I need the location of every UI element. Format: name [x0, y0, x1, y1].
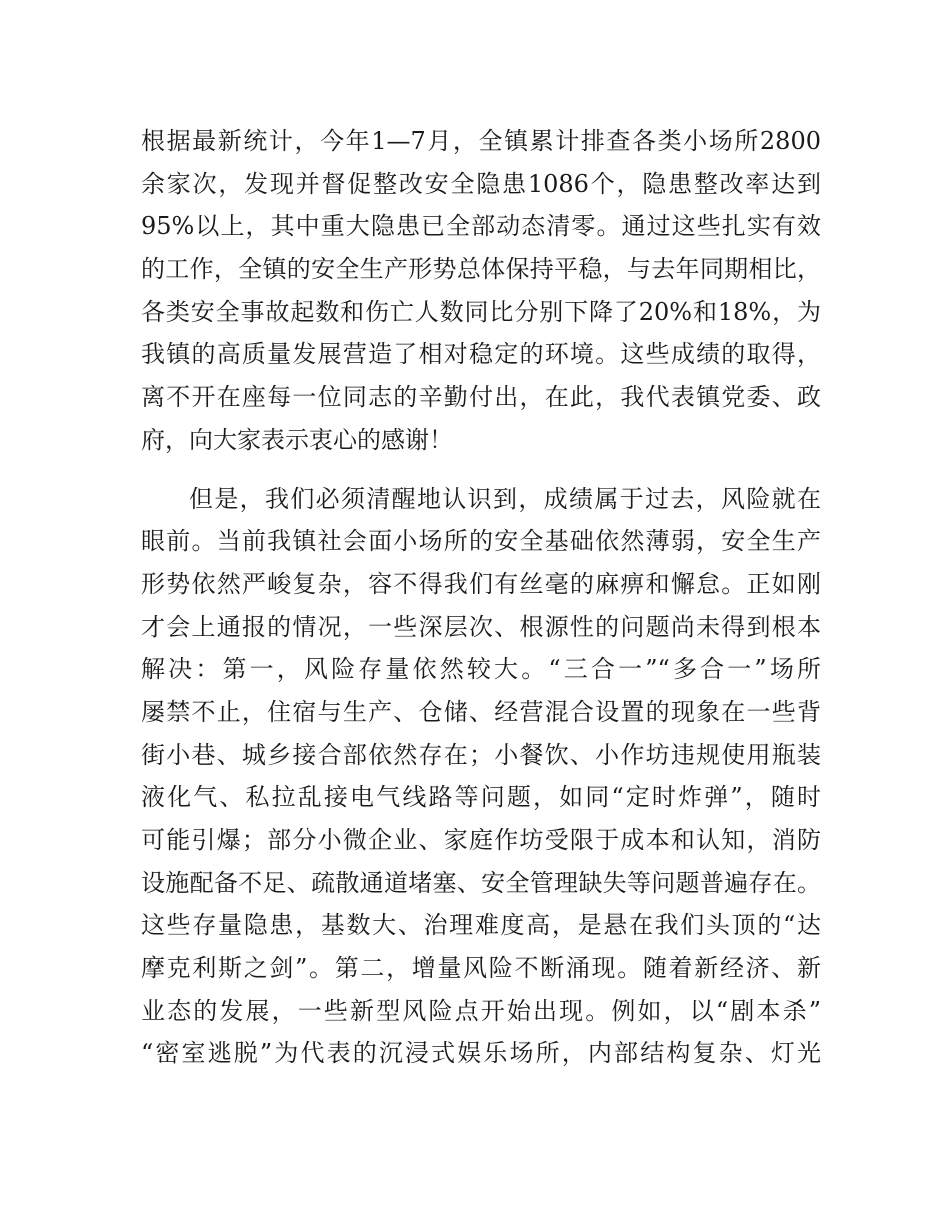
document-body — [141, 120, 821, 1075]
text-line: 摩克利斯之剑”。第二，增量风险不断涌现。随着新经济、新 — [141, 954, 821, 983]
text-line: 液化气、私拉乱接电气线路等问题，如同“定时炸弹”，随时 — [141, 783, 821, 812]
text-line: 离不开在座每一位同志的辛勤付出，在此，我代表镇党委、政 — [141, 383, 821, 412]
paragraph-2 — [141, 478, 821, 1076]
text-line: 屡禁不止，住宿与生产、仓储、经营混合设置的现象在一些背 — [141, 697, 821, 726]
text-line: 解决：第一，风险存量依然较大。“三合一”“多合一”场所 — [141, 655, 821, 684]
text-line: 95%以上，其中重大隐患已全部动态清零。通过这些扎实有效 — [141, 212, 821, 241]
text-line: 各类安全事故起数和伤亡人数同比分别下降了20%和18%，为 — [141, 297, 821, 326]
text-line: 业态的发展，一些新型风险点开始出现。例如，以“剧本杀” — [141, 996, 821, 1025]
text-line: 设施配备不足、疏散通道堵塞、安全管理缺失等问题普遍存在。 — [141, 868, 821, 897]
text-line: “密室逃脱”为代表的沉浸式娱乐场所，内部结构复杂、灯光 — [141, 1039, 821, 1068]
text-line: 可能引爆；部分小微企业、家庭作坊受限于成本和认知，消防 — [141, 826, 821, 854]
text-line: 根据最新统计，今年1—7月，全镇累计排查各类小场所2800 — [141, 127, 821, 155]
text-line: 才会上通报的情况，一些深层次、根源性的问题尚未得到根本 — [141, 612, 821, 641]
text-line: 眼前。当前我镇社会面小场所的安全基础依然薄弱，安全生产 — [141, 527, 821, 556]
text-line: 余家次，发现并督促整改安全隐患1086个，隐患整改率达到 — [141, 169, 821, 198]
text-line: 街小巷、城乡接合部依然存在；小餐饮、小作坊违规使用瓶装 — [141, 740, 821, 769]
paragraph-spacer — [141, 462, 821, 478]
text-line: 我镇的高质量发展营造了相对稳定的环境。这些成绩的取得， — [141, 340, 821, 369]
paragraph-1 — [141, 120, 821, 462]
text-line: 形势依然严峻复杂，容不得我们有丝毫的麻痹和懈怠。正如刚 — [141, 569, 821, 598]
text-line: 这些存量隐患，基数大、治理难度高，是悬在我们头顶的“达 — [141, 911, 821, 940]
text-line: 但是，我们必须清醒地认识到，成绩属于过去，风险就在 — [189, 484, 821, 513]
text-line: 的工作，全镇的安全生产形势总体保持平稳，与去年同期相比， — [141, 255, 821, 284]
text-line: 府，向大家表示衷心的感谢！ — [141, 425, 453, 454]
